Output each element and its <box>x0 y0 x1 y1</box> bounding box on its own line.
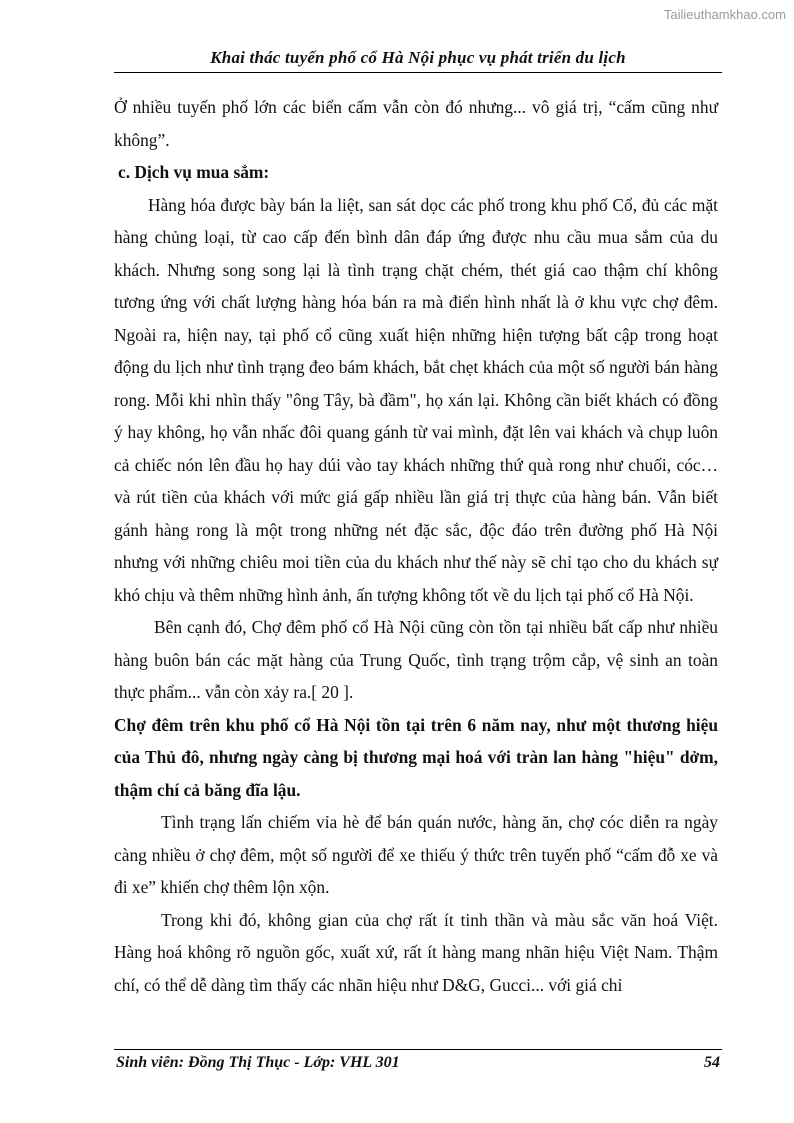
footer-divider <box>114 1049 722 1050</box>
paragraph-6: Trong khi đó, không gian của chợ rất ít tinh thần và màu sắc văn hoá Việt. Hàng hoá không rõ nguồn gốc, xuất xứ, rất ít hàng mang nhãn hiệu Việt Nam. Thậm chí, có thể dễ dàng tìm thấy các nhãn hiệu như D&G, Gucci... với giá chỉ <box>114 909 718 995</box>
running-header: Khai thác tuyến phố cổ Hà Nội phục vụ phát triển du lịch <box>210 48 626 67</box>
footer-author: Sinh viên: Đồng Thị Thục - Lớp: VHL 301 <box>116 1054 400 1071</box>
header-divider <box>114 72 722 73</box>
paragraph-4-bold: Chợ đêm trên khu phố cổ Hà Nội tồn tại trên 6 năm nay, như một thương hiệu của Thủ đô, nhưng ngày càng bị thương mại hoá với tràn lan hàng "hiệu" dởm, thậm chí cả băng đĩa lậu. <box>114 714 718 800</box>
document-body <box>114 91 718 1001</box>
paragraph-1: Ở nhiều tuyến phố lớn các biển cấm vẫn còn đó nhưng... vô giá trị, “cấm cũng như không”. <box>114 97 718 150</box>
page-footer <box>116 1054 720 1072</box>
paragraph-5: Tình trạng lấn chiếm vỉa hè để bán quán nước, hàng ăn, chợ cóc diễn ra ngày càng nhiều ở chợ đêm, một số người để xe thiếu ý thức trên tuyến phố “cấm đỗ xe và đi xe” khiến chợ thêm lộn xộn. <box>114 812 718 897</box>
paragraph-3: Bên cạnh đó, Chợ đêm phố cổ Hà Nội cũng còn tồn tại nhiều bất cấp như nhiều hàng buôn bán các mặt hàng của Trung Quốc, tình trạng trộm cắp, vệ sinh an toàn thực phẩm... vẫn còn xảy ra.[ 20 ]. <box>114 617 718 702</box>
page-number: 54 <box>704 1054 720 1071</box>
watermark-text: Tailieuthamkhao.com <box>663 7 786 22</box>
section-heading: c. Dịch vụ mua sắm: <box>118 162 270 182</box>
paragraph-2: Hàng hóa được bày bán la liệt, san sát dọc các phố trong khu phố Cổ, đủ các mặt hàng chủng loại, từ cao cấp đến bình dân đáp ứng được nhu cầu mua sắm của du khách. Nhưng song song lại là tình trạng chặt chém, thét giá cao thậm chí không tương ứng với chất lượng hàng hóa bán ra mà điển hình nhất là ở khu vực chợ đêm. Ngoài ra, hiện nay, tại phố cổ cũng xuất hiện những hiện tượng bất cập trong hoạt động du lịch như tình trạng đeo bám khách, bắt chẹt khách của một số người bán hàng rong. Mỗi khi nhìn thấy "ông Tây, bà đầm", họ xán lại. Không cần biết khách có đồng ý hay không, họ vẫn nhấc đôi quang gánh từ vai mình, đặt lên vai khách và chụp luôn cả chiếc nón lên đầu họ hay dúi vào tay khách những thứ quà rong như chuối, cóc… và rút tiền của khách với mức giá gấp nhiều lần giá trị thực của hàng bán. Vẫn biết gánh hàng rong là một trong những nét đặc sắc, độc đáo trên đường phố Hà Nội nhưng với những chiêu moi tiền của du khách như thế này sẽ chỉ tạo cho du khách sự khó chịu và thêm những hình ảnh, ấn tượng không tốt về du lịch tại phố cổ Hà Nội. <box>114 194 718 605</box>
